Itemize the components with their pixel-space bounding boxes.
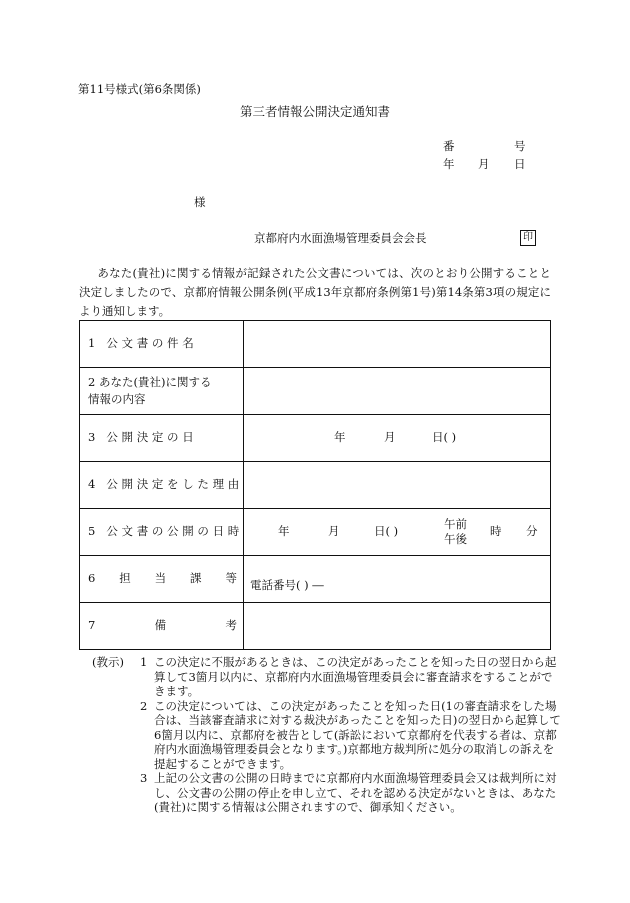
remarks-field[interactable]	[244, 603, 551, 650]
date-day-label: 日	[514, 157, 526, 171]
pm-label: 午後	[444, 532, 467, 546]
list-item	[92, 699, 562, 772]
decision-date-month: 月	[384, 430, 396, 445]
disclosure-year: 年	[278, 524, 290, 539]
responsible-section-label	[80, 556, 244, 603]
disclosure-day: 日( )	[374, 524, 399, 539]
instruction-number: 1	[140, 655, 148, 669]
disclosure-month: 月	[328, 524, 340, 539]
remarks-label-char: 考	[225, 618, 237, 633]
decision-date-day: 日( )	[432, 430, 457, 445]
decision-date-label: 3 公開決定の日	[80, 415, 244, 462]
document-name-field[interactable]	[244, 321, 551, 368]
form-number: 第11号様式(第6条関係)	[78, 82, 201, 96]
intro-text: あなた(貴社)に関する情報が記録された公文書については、次のとおり公開することと決定しましたので、京都府情報公開条例(平成13年京都府条例第1号)第14条第3項の規定により通知します。	[79, 266, 551, 318]
responsible-section-char: 課	[190, 571, 202, 586]
related-info-label-line1: 2 あなた(貴社)に関する	[88, 375, 212, 389]
instruction-text: この決定に不服があるときは、この決定があったことを知った日の翌日から起算して3箇月以内に、京都府内水面漁場管理委員会に審査請求をすることができます。	[154, 655, 557, 698]
responsible-section-char: 等	[225, 571, 237, 586]
remarks-label-char: 7	[88, 618, 96, 633]
table-row	[80, 368, 551, 415]
seal-mark: 印	[520, 230, 536, 246]
table-row	[80, 321, 551, 368]
disclosure-minute: 分	[526, 524, 538, 539]
remarks-label	[80, 603, 244, 650]
decision-date-year: 年	[334, 430, 346, 445]
instructions-heading: (教示)	[92, 655, 124, 669]
disclosure-datetime-field[interactable]	[244, 509, 551, 556]
list-item	[92, 771, 562, 815]
intro-paragraph	[79, 264, 551, 321]
disclosure-hour: 時	[490, 524, 502, 539]
date-year-label: 年	[443, 157, 455, 171]
table-row	[80, 415, 551, 462]
phone-number-label: 電話番号( ) ―	[250, 578, 324, 593]
am-pm-selector[interactable]	[444, 517, 467, 547]
instruction-text: この決定については、この決定があったことを知った日(1の審査請求をした場合は、当該審査請求に対する裁決があったことを知った日)の翌日から起算して6箇月以内に、京都府を被告として(訴訟において京都府を代表する者は、京都府内水面漁場管理委員会となります。)京都地方裁判所に処分の取消しの訴えを提起することができます。	[154, 698, 561, 771]
responsible-section-char: 担	[119, 571, 131, 586]
instruction-number: 2	[140, 698, 148, 713]
related-info-field[interactable]	[244, 368, 551, 415]
date-month-label: 月	[478, 157, 490, 171]
list-item	[92, 655, 562, 699]
table-row	[80, 462, 551, 509]
disclosure-info-table	[79, 320, 551, 650]
remarks-label-text	[88, 618, 243, 634]
related-info-label-line2: 情報の内容	[88, 392, 146, 406]
table-row	[80, 509, 551, 556]
responsible-section-char: 当	[154, 571, 167, 586]
related-info-label	[80, 368, 244, 415]
remarks-label-char: 備	[154, 618, 167, 633]
decision-reason-field[interactable]	[244, 462, 551, 509]
instructions-section	[92, 655, 562, 815]
issuer-name: 京都府内水面漁場管理委員会会長	[254, 231, 427, 245]
am-label: 午前	[444, 517, 467, 531]
decision-reason-label: 4 公開決定をした理由	[80, 462, 244, 509]
table-row	[80, 556, 551, 603]
document-title: 第三者情報公開決定通知書	[239, 104, 390, 119]
table-row	[80, 603, 551, 650]
responsible-section-char: 6	[88, 571, 96, 586]
instruction-number: 3	[140, 771, 148, 785]
responsible-section-label-text	[88, 571, 243, 587]
responsible-section-field[interactable]	[244, 556, 551, 603]
reference-number-suffix: 号	[514, 139, 526, 153]
disclosure-datetime-label: 5 公文書の公開の日時	[80, 509, 244, 556]
decision-date-field[interactable]	[244, 415, 551, 462]
reference-number-label: 番	[443, 139, 455, 153]
instruction-text: 上記の公文書の公開の日時までに京都府内水面漁場管理委員会又は裁判所に対し、公文書の公開の停止を申し立て、それを認める決定がないときは、あなた(貴社)に関する情報は公開されますので、御承知ください。	[154, 771, 557, 814]
document-name-label: 1 公文書の件名	[80, 321, 244, 368]
addressee-suffix: 様	[194, 195, 206, 209]
